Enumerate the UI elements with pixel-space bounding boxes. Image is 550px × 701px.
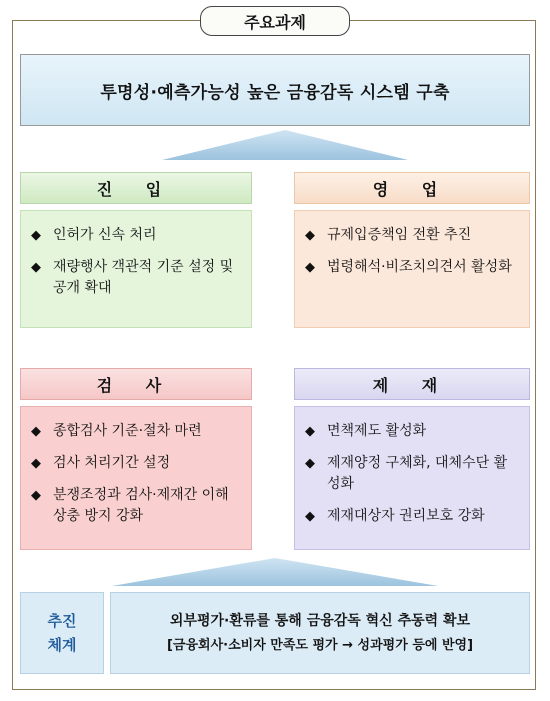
list-item (31, 257, 241, 299)
list-item (31, 225, 241, 246)
diamond-bullet-icon: ◆ (31, 488, 41, 503)
inspection-item-1: 종합검사 기준·절차 마련 (53, 423, 202, 439)
lower-triangle (110, 556, 440, 588)
upper-triangle (160, 128, 410, 162)
diamond-bullet-icon: ◆ (305, 456, 315, 471)
diamond-bullet-icon: ◆ (305, 509, 315, 524)
diamond-bullet-icon: ◆ (31, 228, 41, 243)
inspection-item-2: 검사 처리기간 설정 (53, 455, 171, 471)
inspection-item-3: 분쟁조정과 검사·제재간 이해상충 방지 강화 (53, 487, 229, 524)
system-sub-text: [금융회사·소비자 만족도 평가 → 성과평가 등에 반영] (166, 638, 474, 653)
list-item (305, 257, 519, 278)
sanction-item-3: 제재대상자 권리보호 강화 (327, 508, 485, 524)
diamond-bullet-icon: ◆ (305, 228, 315, 243)
diamond-bullet-icon: ◆ (31, 260, 41, 275)
list-item (31, 485, 241, 527)
system-label-line1: 추진 (47, 612, 77, 630)
sanction-header: 제 재 (294, 368, 530, 400)
diamond-bullet-icon: ◆ (305, 424, 315, 439)
entry-header: 진 입 (20, 172, 252, 204)
sanction-item-2: 제재양정 구체화, 대체수단 활성화 (327, 455, 508, 492)
diamond-bullet-icon: ◆ (31, 456, 41, 471)
entry-item-1: 인허가 신속 처리 (53, 227, 157, 243)
entry-item-2: 재량행사 객관적 기준 설정 및 공개 확대 (53, 259, 234, 296)
list-item (31, 453, 241, 474)
system-label-line2: 체계 (47, 636, 77, 654)
diamond-bullet-icon: ◆ (305, 260, 315, 275)
system-label-box (20, 592, 104, 674)
list-item (305, 453, 519, 495)
sanction-panel (294, 406, 530, 550)
business-item-1: 규제입증책임 전환 추진 (327, 227, 472, 243)
list-item (305, 506, 519, 527)
goal-box: 투명성·예측가능성 높은 금융감독 시스템 구축 (20, 54, 530, 126)
page-title: 주요과제 (200, 6, 350, 36)
entry-panel (20, 210, 252, 328)
system-box (110, 592, 530, 674)
inspection-panel (20, 406, 252, 550)
list-item (31, 421, 241, 442)
inspection-header: 검 사 (20, 368, 252, 400)
business-header: 영 업 (294, 172, 530, 204)
business-item-2: 법령해석·비조치의견서 활성화 (327, 259, 512, 275)
sanction-item-1: 면책제도 활성화 (327, 423, 427, 439)
list-item (305, 421, 519, 442)
system-main-text: 외부평가·환류를 통해 금융감독 혁신 추동력 확보 (169, 613, 471, 629)
diamond-bullet-icon: ◆ (31, 424, 41, 439)
business-panel (294, 210, 530, 328)
list-item (305, 225, 519, 246)
